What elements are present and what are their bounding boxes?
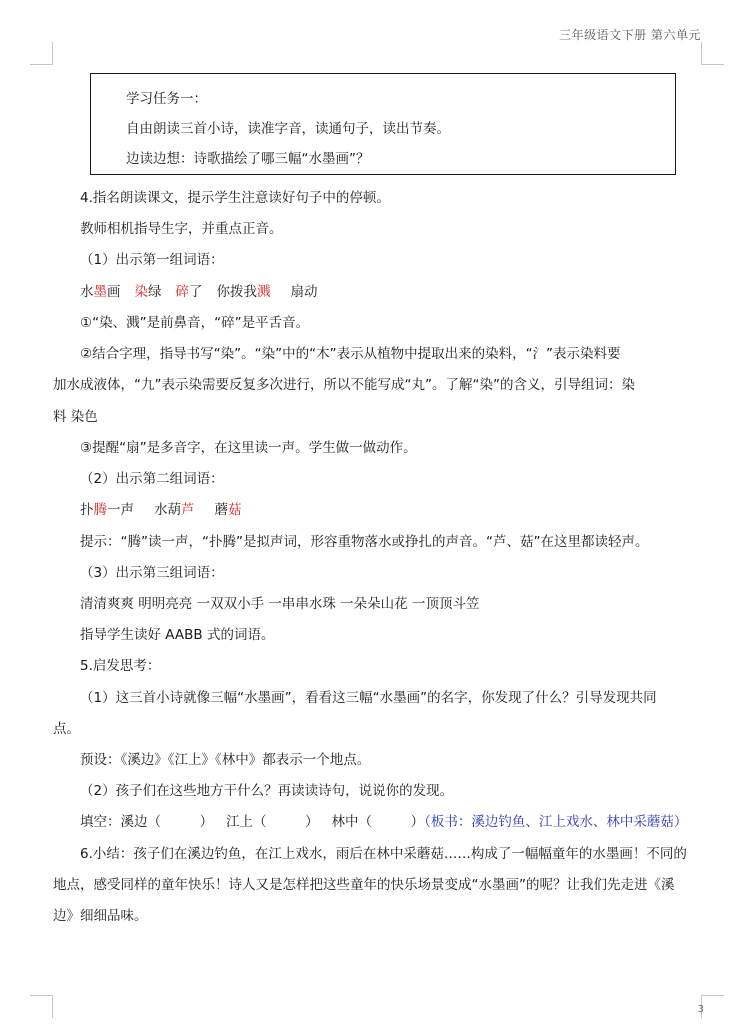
word-part-highlight: 腾 [93,502,107,518]
hint: 提示：“腾”读一声，“扑腾”是拟声词，形容重物落水或挣扎的声音。“芦、菇”在这里都读轻声。 [80,534,649,550]
word-part: 蘑 [214,502,228,518]
task-title: 学习任务一： [126,91,207,107]
paragraph-4: 4.指名朗读课文，提示学生注意读好句子中的停顿。 [80,190,390,206]
word-part: 水 [80,284,94,300]
group3-intro: （3）出示第三组词语： [80,565,224,581]
word-part-highlight: 染 [134,284,148,300]
page-number: 3 [697,1004,704,1015]
group2-words [80,498,242,518]
word-part: 了 [189,284,203,300]
note-2-line-2: 加水成液体，“九”表示染需要反复多次进行，所以不能写成“丸”。了解“染”的含义，引导组词：染 [53,377,635,393]
corner-mark-bottom-left [30,995,53,1018]
summary-line-1: 6.小结：孩子们在溪边钓鱼，在江上戏水，雨后在林中采蘑菇……构成了一幅幅童年的水墨画！不同的 [80,846,687,862]
word-part: 你拨我 [216,284,257,300]
paragraph-teacher: 教师相机指导生字，并重点正音。 [80,221,283,237]
fill-in-label: 填空：溪边（ ） 江上（ ） 林中（ ） [80,814,425,830]
note-1: ①“染、溅”是前鼻音，“碎”是平舌音。 [80,315,310,331]
note-2-line-3: 料 染色 [53,409,98,425]
word-part: 绿 [148,284,162,300]
note-3: ③提醒“扇”是多音字，在这里读一声。学生做一做动作。 [80,440,417,456]
group3-words: 清清爽爽 明明亮亮 一双双小手 一串串水珠 一朵朵山花 一顶顶斗笠 [80,596,480,612]
board-writing: （板书：溪边钓鱼、江上戏水、林中采蘑菇） [424,814,688,830]
group1-intro: （1）出示第一组词语： [80,252,224,268]
task-line-2: 边读边想：诗歌描绘了哪三幅“水墨画”？ [126,151,370,167]
corner-mark-top-left [30,42,53,65]
word-part: 水葫 [154,502,181,518]
word-part: 扇动 [290,284,318,300]
page-header: 三年级语文下册 第六单元 [559,28,701,42]
word-part-highlight: 芦 [181,502,195,518]
corner-mark-top-right [701,42,724,65]
summary-line-3: 边》细细品味。 [53,908,148,924]
word-part-highlight: 碎 [175,284,189,300]
word-part: 画 [107,284,121,300]
aabb-guidance: 指导学生读好 AABB 式的词语。 [80,627,275,643]
corner-mark-bottom-right [701,995,724,1018]
word-part: 一声 [107,502,134,518]
question-1-line-1: （1）这三首小诗就像三幅“水墨画”，看看这三幅“水墨画”的名字，你发现了什么？引导发现共同 [80,690,657,706]
preset-answer: 预设：《溪边》《江上》《林中》都表示一个地点。 [80,752,371,768]
note-2-line-1: ②结合字理，指导书写“染”。“染”中的“木”表示从植物中提取出来的染料，“氵”表示染料要 [80,346,621,362]
group1-words [80,280,318,300]
word-part-highlight: 墨 [93,284,107,300]
fill-in-blank [80,810,687,830]
question-1-line-2: 点。 [53,721,80,737]
summary-line-2: 地点，感受同样的童年快乐！诗人又是怎样把这些童年的快乐场景变成“水墨画”的呢？让我们先走进《溪 [53,877,675,893]
word-part-highlight: 菇 [228,502,242,518]
learning-task-box [90,73,676,175]
question-2: （2）孩子们在这些地方干什么？再读读诗句，说说你的发现。 [80,783,454,799]
paragraph-5: 5.启发思考： [80,658,161,674]
task-line-1: 自由朗读三首小诗，读准字音，读通句子，读出节奏。 [126,121,450,137]
word-part: 扑 [80,502,94,518]
word-part-highlight: 溅 [257,284,271,300]
group2-intro: （2）出示第二组词语： [80,471,224,487]
